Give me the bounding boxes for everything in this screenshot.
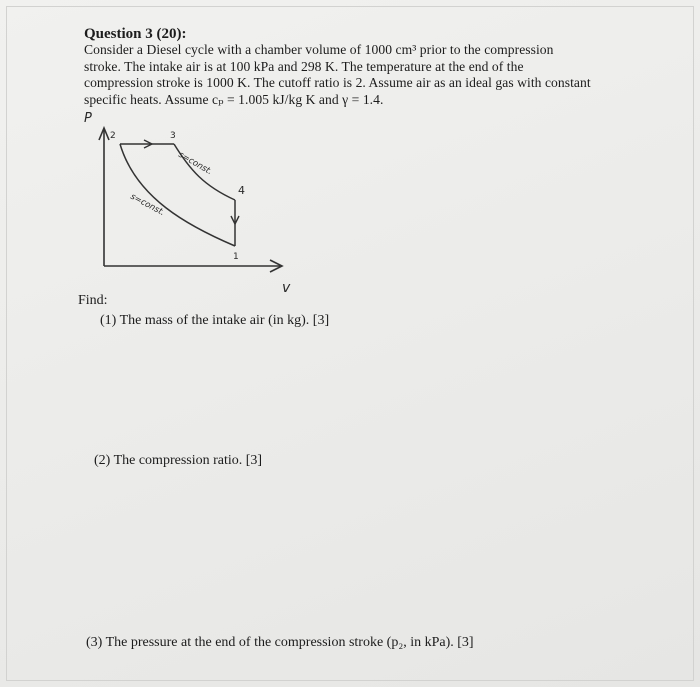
upper-curve-label: s=const.: [176, 149, 214, 178]
statement-line: specific heats. Assume cₚ = 1.005 kJ/kg K and γ = 1.4.: [84, 91, 384, 107]
pv-diagram: [78, 104, 308, 304]
find-item-1: (1) The mass of the intake air (in kg). [3]: [100, 313, 330, 328]
lower-curve-label: s=const.: [128, 191, 167, 219]
statement-line: compression stroke is 1000 K. The cutoff ratio is 2. Assume air as an ideal gas with constant: [84, 75, 591, 90]
x-axis-label: v: [282, 280, 291, 296]
state-label-4: 4: [238, 184, 245, 197]
y-axis-label: P: [84, 111, 92, 126]
find-item-3: (3) The pressure at the end of the compression stroke (p₂, in kPa). [3]: [86, 635, 474, 650]
find-label: Find:: [78, 293, 108, 308]
problem-statement: [84, 42, 629, 108]
statement-line: stroke. The intake air is at 100 kPa and 298 K. The temperature at the end of the: [84, 58, 524, 74]
state-label-2: 2: [110, 131, 116, 141]
state-label-3: 3: [170, 131, 176, 141]
state-label-1: 1: [233, 252, 239, 262]
statement-line: Consider a Diesel cycle with a chamber volume of 1000 cm³ prior to the compression: [84, 42, 554, 57]
question-title: Question 3 (20):: [84, 26, 187, 42]
find-item-2: (2) The compression ratio. [3]: [94, 453, 263, 468]
